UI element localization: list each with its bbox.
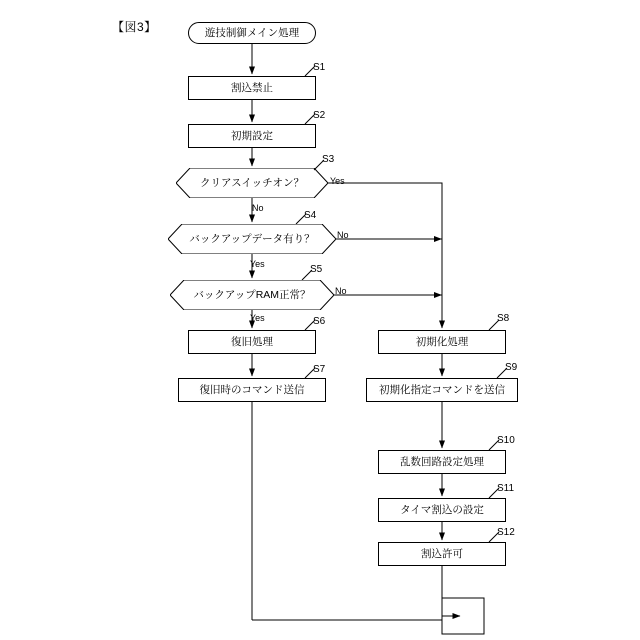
edge-label-s5-yes: Yes [250, 313, 265, 323]
step-label-s4: S4 [304, 210, 317, 221]
node-start [188, 22, 316, 44]
step-label-s9: S9 [505, 362, 518, 373]
node-s12-interrupt-enable [378, 542, 506, 566]
figure-label: 【図3】 [112, 20, 157, 34]
node-label: 初期化指定コマンドを送信 [379, 383, 505, 396]
node-s8-initialize-process [378, 330, 506, 354]
node-label: 復旧処理 [231, 335, 273, 348]
node-s6-recovery-process [188, 330, 316, 354]
node-s11-timer-interrupt-setting [378, 498, 506, 522]
node-s10-random-circuit-setting [378, 450, 506, 474]
step-label-s1: S1 [313, 62, 326, 73]
edge-label-s3-yes: Yes [330, 176, 345, 186]
node-s3-clear-switch-on [176, 168, 328, 198]
node-label: 割込許可 [421, 547, 463, 560]
step-label-s12: S12 [497, 527, 515, 538]
node-label: 復旧時のコマンド送信 [199, 383, 305, 396]
node-label: バックアップRAM正常？ [193, 288, 311, 301]
step-label-s5: S5 [310, 264, 323, 275]
node-s9-initialize-command-send [366, 378, 518, 402]
node-s1-interrupt-disable [188, 76, 316, 100]
edge-label-s3-no: No [252, 203, 264, 213]
node-label: 割込禁止 [231, 81, 273, 94]
node-label: タイマ割込の設定 [400, 503, 484, 516]
node-label: 遊技制御メイン処理 [204, 26, 300, 39]
node-s7-recovery-command-send [178, 378, 326, 402]
node-label: バックアップデータ有り？ [189, 232, 315, 245]
step-label-s10: S10 [497, 435, 515, 446]
step-label-s6: S6 [313, 316, 326, 327]
node-label: 乱数回路設定処理 [400, 455, 484, 468]
edge-label-s4-yes: Yes [250, 259, 265, 269]
node-label: 初期化処理 [415, 335, 469, 348]
step-label-s11: S11 [497, 483, 515, 494]
step-label-s7: S7 [313, 364, 326, 375]
step-label-s3: S3 [322, 154, 335, 165]
step-label-s8: S8 [497, 313, 510, 324]
node-label: 初期設定 [231, 129, 273, 142]
edge-label-s5-no: No [335, 286, 347, 296]
node-s4-backup-data-exists [168, 224, 336, 254]
node-label: クリアスイッチオン？ [200, 176, 304, 189]
node-s5-backup-ram-normal [170, 280, 334, 310]
node-s2-initial-setting [188, 124, 316, 148]
edge-label-s4-no: No [337, 230, 349, 240]
step-label-s2: S2 [313, 110, 326, 121]
